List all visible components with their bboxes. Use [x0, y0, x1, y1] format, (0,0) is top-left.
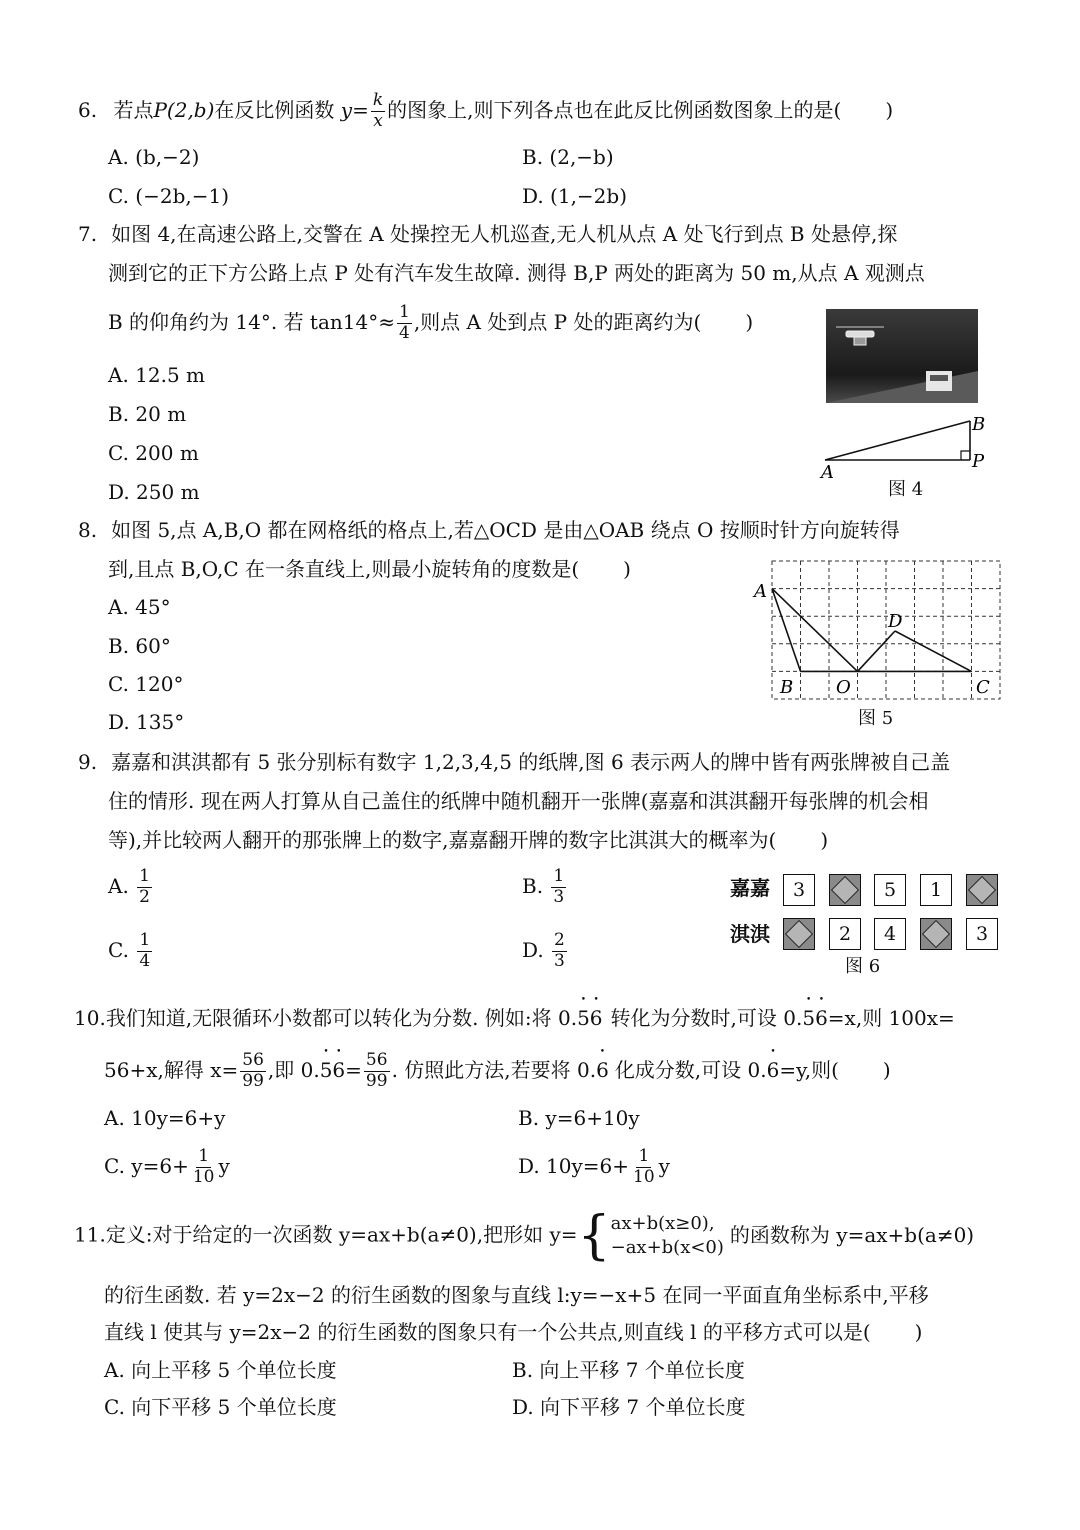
figure-4-caption: 图 4	[888, 479, 924, 500]
q9-option-c[interactable]: C. $\frac{1}{4}$	[108, 930, 151, 971]
q8-option-b[interactable]: B. 60°	[108, 634, 171, 658]
question-8-line1: 8. 如图 5,点 A,B,O 都在网格纸的格点上,若△OCD 是由△OAB 绕点 O 按顺时针方向旋转得	[78, 518, 900, 542]
fig5-label-d: D	[888, 611, 903, 632]
truck-icon	[926, 371, 952, 391]
q11-option-c[interactable]: C. 向下平移 5 个单位长度	[104, 1395, 337, 1419]
question-11-line1: 11.定义:对于给定的一次函数 y=ax+b(a≠0),把形如 y={ ax+b(x≥0), −ax+b(x<0) 的函数称为 y=ax+b(a≠0)	[74, 1206, 975, 1266]
card-jiajia-5-covered	[966, 874, 998, 906]
question-7-line3: B 的仰角约为 14°. 若 tan14°≈ $\frac{1}{4}$ ,则点 A 处到点 P 处的距离约为( )	[108, 302, 754, 343]
question-6-stem: 6. 若点P(2,b)在反比例函数 y= $\frac{k}{x}$ 的图象上,则下列各点也在此反比例函数图象上的是( )	[78, 90, 894, 131]
q11-option-a[interactable]: A. 向上平移 5 个单位长度	[104, 1358, 337, 1382]
q10-option-a[interactable]: A. 10y=6+y	[104, 1106, 226, 1130]
q7-option-d[interactable]: D. 250 m	[108, 480, 200, 504]
question-11-line2: 的衍生函数. 若 y=2x−2 的衍生函数的图象与直线 l:y=−x+5 在同一平面直角坐标系中,平移	[104, 1283, 929, 1307]
card-jiajia-3: 5	[874, 874, 906, 906]
fig5-label-o: O	[836, 677, 851, 698]
drone-photo	[826, 309, 978, 403]
question-10-line1: 10.我们知道,无限循环小数都可以转化为分数. 例如:将 0.• 5• 6 转化为分数时,可设 0.• 5• 6=x,则 100x=	[74, 1008, 955, 1028]
question-8-line2: 到,且点 B,O,C 在一条直线上,则最小旋转角的度数是( )	[108, 557, 631, 581]
q7-option-c[interactable]: C. 200 m	[108, 441, 199, 465]
q10-option-c[interactable]: C. y=6+ $\frac{1}{10}$ y	[104, 1146, 230, 1187]
card-jiajia-1: 3	[783, 874, 815, 906]
figure-6-caption: 图 6	[845, 956, 881, 977]
card-qiqi-4-covered	[920, 918, 952, 950]
q8-option-c[interactable]: C. 120°	[108, 672, 184, 696]
card-row-2-name: 淇淇	[730, 922, 770, 946]
q9-option-b[interactable]: B. $\frac{1}{3}$	[522, 866, 565, 907]
question-9-line1: 9. 嘉嘉和淇淇都有 5 张分别标有数字 1,2,3,4,5 的纸牌,图 6 表示两人的牌中皆有两张牌被自己盖	[78, 750, 951, 774]
fig4-label-p: P	[972, 451, 985, 472]
q11-option-b[interactable]: B. 向上平移 7 个单位长度	[512, 1358, 745, 1382]
q9-option-d[interactable]: D. $\frac{2}{3}$	[522, 930, 565, 971]
q10-option-d[interactable]: D. 10y=6+ $\frac{1}{10}$ y	[518, 1146, 670, 1187]
question-9-line2: 住的情形. 现在两人打算从自己盖住的纸牌中随机翻开一张牌(嘉嘉和淇淇翻开每张牌的机会相	[108, 789, 929, 813]
q6-option-c[interactable]: C. (−2b,−1)	[108, 184, 230, 208]
card-row-1-name: 嘉嘉	[730, 876, 770, 900]
card-qiqi-1-covered	[783, 918, 815, 950]
question-10-line2: 56+x,解得 x= $\frac{56}{99}$ ,即 0.• 5• 6= $\frac{56}{99}$ . 仿照此方法,若要将 0.• 6 化成分数,可设 0.• 6=y,则( )	[104, 1052, 891, 1091]
q6-option-b[interactable]: B. (2,−b)	[522, 145, 614, 169]
fig4-label-b: B	[972, 414, 986, 435]
card-qiqi-2: 2	[829, 918, 861, 950]
question-11-line3: 直线 l 使其与 y=2x−2 的衍生函数的图象只有一个公共点,则直线 l 的平移方式可以是( )	[104, 1320, 923, 1344]
question-7-line1: 7. 如图 4,在高速公路上,交警在 A 处操控无人机巡查,无人机从点 A 处飞行到点 B 处悬停,探	[78, 222, 898, 246]
card-jiajia-4: 1	[920, 874, 952, 906]
question-7-line2: 测到它的正下方公路上点 P 处有汽车发生故障. 测得 B,P 两处的距离为 50 m,从点 A 观测点	[108, 261, 925, 285]
q9-option-a[interactable]: A. $\frac{1}{2}$	[108, 866, 150, 907]
question-9-line3: 等),并比较两人翻开的那张牌上的数字,嘉嘉翻开牌的数字比淇淇大的概率为( )	[108, 828, 829, 852]
q6-option-a[interactable]: A. (b,−2)	[108, 145, 200, 169]
fig5-label-b: B	[780, 677, 794, 698]
q8-option-d[interactable]: D. 135°	[108, 710, 185, 734]
q10-option-b[interactable]: B. y=6+10y	[518, 1106, 640, 1130]
fig5-label-c: C	[976, 677, 990, 698]
q7-option-b[interactable]: B. 20 m	[108, 402, 187, 426]
figure-5-caption: 图 5	[858, 708, 894, 729]
q11-option-d[interactable]: D. 向下平移 7 个单位长度	[512, 1395, 746, 1419]
card-qiqi-5: 3	[966, 918, 998, 950]
q8-option-a[interactable]: A. 45°	[108, 595, 171, 619]
q6-option-d[interactable]: D. (1,−2b)	[522, 184, 628, 208]
fig4-label-a: A	[821, 462, 834, 483]
figure-5-grid	[750, 555, 1005, 705]
fig5-label-a: A	[754, 581, 767, 602]
card-jiajia-2-covered	[829, 874, 861, 906]
card-qiqi-3: 4	[874, 918, 906, 950]
q7-option-a[interactable]: A. 12.5 m	[108, 363, 206, 387]
